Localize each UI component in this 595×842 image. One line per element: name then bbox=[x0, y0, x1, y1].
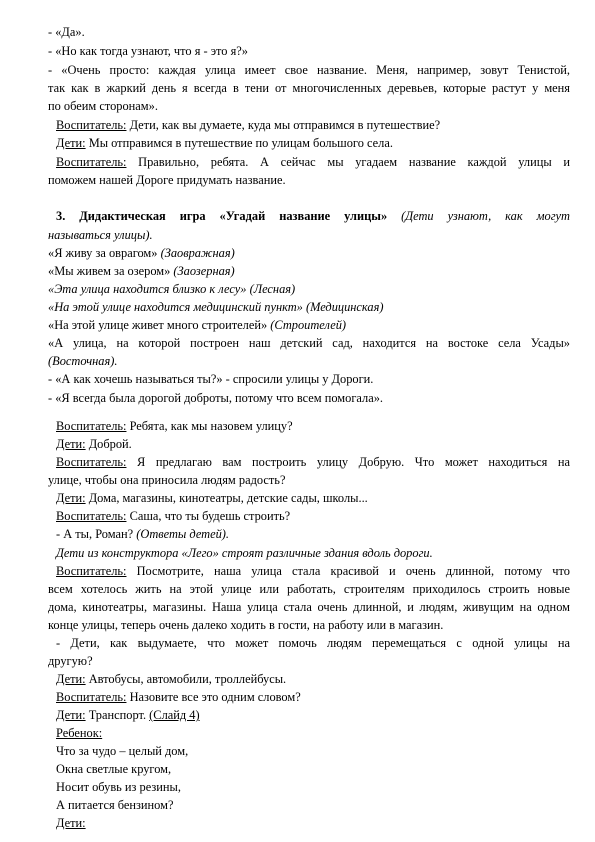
speaker-label: Воспитатель: bbox=[56, 118, 127, 132]
poem-line: Что за чудо – целый дом, bbox=[56, 744, 189, 758]
speaker-label: Дети: bbox=[56, 672, 86, 686]
speaker-label: Дети: bbox=[56, 491, 86, 505]
dialog-line bbox=[56, 563, 570, 580]
riddle-line bbox=[48, 281, 295, 298]
dialog-text: Саша, что ты будешь строить? bbox=[126, 509, 291, 523]
line-answer-1: - «Очень просто: каждая улица имеет свое название. Меня, например, зовут Тенистой, bbox=[48, 63, 570, 77]
speaker-label: Воспитатель: bbox=[56, 564, 127, 578]
dialog-line bbox=[56, 671, 286, 688]
riddle-line bbox=[48, 263, 235, 280]
dialog-text: Дома, магазины, кинотеатры, детские сады, школы... bbox=[85, 491, 368, 505]
riddle-answer: (Заозерная) bbox=[170, 264, 235, 278]
line-answer-2: так как в жаркий день я всегда в тени от многочисленных деревьев, которые растут у меня bbox=[48, 81, 570, 95]
speaker-label: Воспитатель: bbox=[56, 455, 127, 469]
dialog-continuation: поможем нашей Дороге придумать название. bbox=[48, 173, 286, 187]
section-note-continuation: называться улицы). bbox=[48, 228, 153, 242]
riddle-answer: (Строителей) bbox=[267, 318, 347, 332]
dialog-text: Назовите все это одним словом? bbox=[126, 690, 301, 704]
riddle-line bbox=[48, 245, 235, 262]
speaker-label: Дети: bbox=[56, 816, 86, 830]
riddle-text: «На этой улице находится медицинский пункт» bbox=[48, 300, 303, 314]
line-question: - «Но как тогда узнают, что я - это я?» bbox=[48, 44, 248, 58]
dialog-line bbox=[56, 454, 570, 471]
dialog-text: Доброй. bbox=[85, 437, 132, 451]
dialog-text: Транспорт. bbox=[85, 708, 147, 722]
dialog-text: Дети, как вы думаете, куда мы отправимся в путешествие? bbox=[126, 118, 441, 132]
paragraph-line: дома, кинотеатры, магазины. Наша улица стала очень длинной, и людям, живущим на одном bbox=[48, 600, 570, 614]
dialog-text: Мы отправимся в путешествие по улицам большого села. bbox=[85, 136, 393, 150]
paragraph-line: - Дети, как выдумаете, что может помочь людям перемещаться с одной улицы на bbox=[56, 636, 570, 650]
section-title: 3. Дидактическая игра «Угадай название улицы» bbox=[56, 209, 388, 223]
dialog-line bbox=[56, 436, 132, 453]
stage-direction: Дети из конструктора «Лего» строят различные здания вдоль дороги. bbox=[56, 546, 433, 560]
quote-line: - «Я всегда была дорогой доброты, потому что всем помогала». bbox=[48, 391, 383, 405]
poem-line: Окна светлые кругом, bbox=[56, 762, 172, 776]
speaker-label: Дети: bbox=[56, 708, 86, 722]
speaker-label: Ребенок: bbox=[56, 726, 103, 740]
paragraph-line: конце улицы, теперь очень далеко ходить в гости, на работу или в магазин. bbox=[48, 618, 444, 632]
dialog-text: Правильно, ребята. А сейчас мы угадаем название каждой улицы и bbox=[126, 155, 570, 169]
dialog-line bbox=[56, 526, 229, 543]
dialog-text: Посмотрите, наша улица стала красивой и очень длинной, потому что bbox=[126, 564, 570, 578]
dialog-text: - А ты, Роман? bbox=[56, 527, 134, 541]
section-note: (Дети узнают, как могут bbox=[387, 209, 570, 223]
speaker-label: Дети: bbox=[56, 136, 86, 150]
line-da: - «Да». bbox=[48, 25, 85, 39]
dialog-line bbox=[56, 490, 368, 507]
speaker-label: Воспитатель: bbox=[56, 509, 127, 523]
poem-line: А питается бензином? bbox=[56, 798, 174, 812]
dialog-line bbox=[56, 154, 570, 171]
dialog-continuation: улице, чтобы она приносила людям радость? bbox=[48, 473, 286, 487]
riddle-answer: (Восточная). bbox=[48, 354, 118, 368]
speaker-label: Дети: bbox=[56, 437, 86, 451]
paragraph-line: всем хотелось жить на этой улице или работать, строителям приходилось строить новые bbox=[48, 582, 570, 596]
riddle-text: «Я живу за оврагом» bbox=[48, 246, 158, 260]
paragraph-line: другую? bbox=[48, 654, 93, 668]
dialog-line bbox=[56, 135, 393, 152]
speaker-label: Воспитатель: bbox=[56, 419, 127, 433]
dialog-line bbox=[56, 418, 293, 435]
slide-reference: (Слайд 4) bbox=[149, 708, 200, 722]
riddle-line bbox=[48, 299, 384, 316]
dialog-text: Ребята, как мы назовем улицу? bbox=[126, 419, 293, 433]
dialog-line bbox=[56, 707, 200, 724]
speaker-label: Воспитатель: bbox=[56, 690, 127, 704]
quote-line: - «А как хочешь называться ты?» - спросили улицы у Дороги. bbox=[48, 372, 374, 386]
riddle-text: «Эта улица находится близко к лесу» bbox=[48, 282, 247, 296]
riddle-answer: (Медицинская) bbox=[302, 300, 384, 314]
speaker-label: Воспитатель: bbox=[56, 155, 127, 169]
riddle-answer: (Заовражная) bbox=[157, 246, 235, 260]
dialog-line bbox=[56, 689, 301, 706]
riddle-text: «Мы живем за озером» bbox=[48, 264, 171, 278]
riddle-line: «А улица, на которой построен наш детский сад, находится на востоке села Усады» bbox=[48, 336, 570, 350]
riddle-answer: (Лесная) bbox=[246, 282, 296, 296]
dialog-line bbox=[56, 508, 290, 525]
poem-line: Носит обувь из резины, bbox=[56, 780, 181, 794]
line-answer-3: по обеим сторонам». bbox=[48, 99, 158, 113]
dialog-text: Автобусы, автомобили, троллейбусы. bbox=[85, 672, 287, 686]
section-heading bbox=[56, 208, 570, 225]
riddle-line bbox=[48, 317, 346, 334]
dialog-line bbox=[56, 117, 440, 134]
riddle-text: «На этой улице живет много строителей» bbox=[48, 318, 268, 332]
dialog-text: Я предлагаю вам построить улицу Добрую. Что может находиться на bbox=[126, 455, 570, 469]
dialog-note: (Ответы детей). bbox=[133, 527, 230, 541]
